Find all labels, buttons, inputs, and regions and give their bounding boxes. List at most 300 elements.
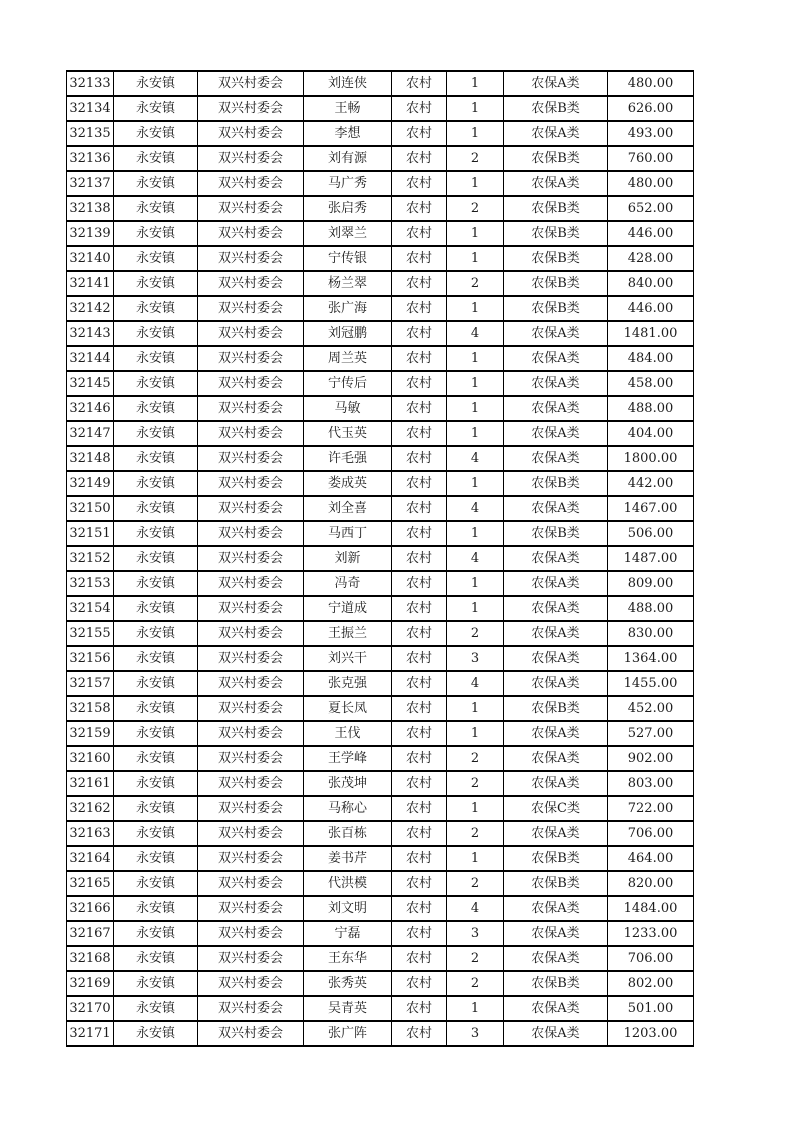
cell-person-count: 1 [447, 296, 504, 321]
cell-residence-type: 农村 [392, 771, 447, 796]
cell-insurance-category: 农保A类 [504, 621, 608, 646]
cell-person-name: 代玉英 [304, 421, 392, 446]
cell-residence-type: 农村 [392, 871, 447, 896]
cell-serial-number: 32150 [67, 496, 114, 521]
cell-amount: 464.00 [608, 846, 694, 871]
cell-amount: 1233.00 [608, 921, 694, 946]
cell-amount: 1484.00 [608, 896, 694, 921]
cell-person-count: 1 [447, 521, 504, 546]
cell-town: 永安镇 [114, 696, 198, 721]
cell-insurance-category: 农保C类 [504, 796, 608, 821]
cell-residence-type: 农村 [392, 471, 447, 496]
cell-residence-type: 农村 [392, 396, 447, 421]
cell-serial-number: 32133 [67, 71, 114, 96]
cell-village-committee: 双兴村委会 [198, 471, 304, 496]
cell-town: 永安镇 [114, 996, 198, 1021]
cell-town: 永安镇 [114, 296, 198, 321]
cell-person-name: 刘新 [304, 546, 392, 571]
cell-serial-number: 32169 [67, 971, 114, 996]
cell-village-committee: 双兴村委会 [198, 996, 304, 1021]
cell-town: 永安镇 [114, 321, 198, 346]
cell-insurance-category: 农保B类 [504, 221, 608, 246]
table-row [67, 446, 694, 471]
cell-person-count: 1 [447, 71, 504, 96]
cell-person-count: 4 [447, 896, 504, 921]
cell-serial-number: 32157 [67, 671, 114, 696]
cell-town: 永安镇 [114, 246, 198, 271]
cell-residence-type: 农村 [392, 346, 447, 371]
cell-town: 永安镇 [114, 621, 198, 646]
cell-person-name: 马敏 [304, 396, 392, 421]
cell-person-count: 1 [447, 121, 504, 146]
cell-person-count: 4 [447, 446, 504, 471]
cell-village-committee: 双兴村委会 [198, 246, 304, 271]
cell-person-name: 周兰英 [304, 346, 392, 371]
cell-person-name: 代洪模 [304, 871, 392, 896]
cell-town: 永安镇 [114, 846, 198, 871]
cell-amount: 428.00 [608, 246, 694, 271]
cell-village-committee: 双兴村委会 [198, 371, 304, 396]
cell-person-count: 1 [447, 96, 504, 121]
cell-residence-type: 农村 [392, 696, 447, 721]
cell-town: 永安镇 [114, 121, 198, 146]
cell-town: 永安镇 [114, 871, 198, 896]
cell-residence-type: 农村 [392, 996, 447, 1021]
cell-residence-type: 农村 [392, 796, 447, 821]
cell-serial-number: 32167 [67, 921, 114, 946]
cell-residence-type: 农村 [392, 196, 447, 221]
cell-insurance-category: 农保B类 [504, 846, 608, 871]
cell-amount: 760.00 [608, 146, 694, 171]
cell-serial-number: 32164 [67, 846, 114, 871]
cell-person-count: 2 [447, 821, 504, 846]
cell-person-count: 1 [447, 721, 504, 746]
cell-village-committee: 双兴村委会 [198, 571, 304, 596]
cell-person-name: 王东华 [304, 946, 392, 971]
cell-village-committee: 双兴村委会 [198, 746, 304, 771]
cell-town: 永安镇 [114, 671, 198, 696]
cell-amount: 446.00 [608, 221, 694, 246]
cell-town: 永安镇 [114, 771, 198, 796]
cell-residence-type: 农村 [392, 621, 447, 646]
cell-person-name: 娄成英 [304, 471, 392, 496]
cell-residence-type: 农村 [392, 846, 447, 871]
cell-insurance-category: 农保A类 [504, 746, 608, 771]
cell-person-count: 1 [447, 371, 504, 396]
cell-amount: 802.00 [608, 971, 694, 996]
cell-amount: 1487.00 [608, 546, 694, 571]
cell-amount: 488.00 [608, 396, 694, 421]
table-row [67, 346, 694, 371]
cell-serial-number: 32139 [67, 221, 114, 246]
cell-insurance-category: 农保A类 [504, 446, 608, 471]
cell-insurance-category: 农保A类 [504, 1021, 608, 1046]
cell-person-name: 刘文明 [304, 896, 392, 921]
cell-town: 永安镇 [114, 546, 198, 571]
table-row [67, 296, 694, 321]
table-row [67, 521, 694, 546]
cell-person-count: 1 [447, 221, 504, 246]
table-row [67, 371, 694, 396]
table-row [67, 896, 694, 921]
cell-residence-type: 农村 [392, 971, 447, 996]
cell-person-name: 宁道成 [304, 596, 392, 621]
cell-serial-number: 32151 [67, 521, 114, 546]
cell-insurance-category: 农保B类 [504, 271, 608, 296]
cell-person-count: 2 [447, 771, 504, 796]
cell-person-count: 1 [447, 596, 504, 621]
cell-insurance-category: 农保B类 [504, 246, 608, 271]
cell-village-committee: 双兴村委会 [198, 946, 304, 971]
cell-serial-number: 32160 [67, 746, 114, 771]
cell-town: 永安镇 [114, 896, 198, 921]
cell-amount: 1481.00 [608, 321, 694, 346]
cell-person-name: 马广秀 [304, 171, 392, 196]
cell-person-count: 3 [447, 1021, 504, 1046]
cell-residence-type: 农村 [392, 1021, 447, 1046]
cell-residence-type: 农村 [392, 646, 447, 671]
table-row [67, 496, 694, 521]
table-row [67, 221, 694, 246]
cell-residence-type: 农村 [392, 171, 447, 196]
cell-person-count: 2 [447, 871, 504, 896]
cell-amount: 1455.00 [608, 671, 694, 696]
cell-amount: 803.00 [608, 771, 694, 796]
cell-person-name: 夏长凤 [304, 696, 392, 721]
cell-person-name: 李想 [304, 121, 392, 146]
cell-village-committee: 双兴村委会 [198, 496, 304, 521]
cell-person-count: 4 [447, 671, 504, 696]
cell-town: 永安镇 [114, 571, 198, 596]
table-row [67, 321, 694, 346]
cell-residence-type: 农村 [392, 896, 447, 921]
cell-serial-number: 32136 [67, 146, 114, 171]
cell-person-name: 张广海 [304, 296, 392, 321]
cell-insurance-category: 农保A类 [504, 896, 608, 921]
cell-person-name: 刘冠鹏 [304, 321, 392, 346]
cell-serial-number: 32149 [67, 471, 114, 496]
cell-person-count: 1 [447, 846, 504, 871]
cell-village-committee: 双兴村委会 [198, 896, 304, 921]
cell-residence-type: 农村 [392, 96, 447, 121]
cell-village-committee: 双兴村委会 [198, 221, 304, 246]
cell-amount: 626.00 [608, 96, 694, 121]
cell-serial-number: 32158 [67, 696, 114, 721]
cell-insurance-category: 农保A类 [504, 121, 608, 146]
cell-serial-number: 32171 [67, 1021, 114, 1046]
cell-person-count: 2 [447, 621, 504, 646]
cell-serial-number: 32162 [67, 796, 114, 821]
table-row [67, 746, 694, 771]
cell-person-name: 张克强 [304, 671, 392, 696]
cell-person-count: 1 [447, 396, 504, 421]
roster-body [67, 71, 694, 1046]
cell-serial-number: 32135 [67, 121, 114, 146]
cell-serial-number: 32145 [67, 371, 114, 396]
cell-serial-number: 32134 [67, 96, 114, 121]
cell-person-count: 1 [447, 471, 504, 496]
cell-amount: 820.00 [608, 871, 694, 896]
cell-residence-type: 农村 [392, 371, 447, 396]
cell-town: 永安镇 [114, 946, 198, 971]
cell-person-name: 刘翠兰 [304, 221, 392, 246]
cell-village-committee: 双兴村委会 [198, 621, 304, 646]
table-row [67, 546, 694, 571]
cell-town: 永安镇 [114, 71, 198, 96]
cell-person-name: 宁磊 [304, 921, 392, 946]
cell-person-count: 3 [447, 646, 504, 671]
cell-person-name: 杨兰翠 [304, 271, 392, 296]
cell-serial-number: 32152 [67, 546, 114, 571]
cell-town: 永安镇 [114, 796, 198, 821]
cell-serial-number: 32156 [67, 646, 114, 671]
cell-amount: 722.00 [608, 796, 694, 821]
cell-amount: 493.00 [608, 121, 694, 146]
cell-residence-type: 农村 [392, 321, 447, 346]
cell-person-name: 王伐 [304, 721, 392, 746]
cell-insurance-category: 农保A类 [504, 646, 608, 671]
cell-insurance-category: 农保A类 [504, 946, 608, 971]
cell-residence-type: 农村 [392, 946, 447, 971]
table-row [67, 121, 694, 146]
table-row [67, 846, 694, 871]
cell-person-count: 2 [447, 946, 504, 971]
cell-village-committee: 双兴村委会 [198, 396, 304, 421]
cell-town: 永安镇 [114, 1021, 198, 1046]
cell-insurance-category: 农保A类 [504, 921, 608, 946]
cell-serial-number: 32163 [67, 821, 114, 846]
cell-residence-type: 农村 [392, 521, 447, 546]
cell-insurance-category: 农保A类 [504, 721, 608, 746]
table-row [67, 471, 694, 496]
cell-town: 永安镇 [114, 496, 198, 521]
cell-town: 永安镇 [114, 346, 198, 371]
cell-amount: 902.00 [608, 746, 694, 771]
cell-person-name: 许毛强 [304, 446, 392, 471]
cell-town: 永安镇 [114, 821, 198, 846]
cell-person-count: 2 [447, 971, 504, 996]
cell-person-count: 1 [447, 571, 504, 596]
cell-amount: 452.00 [608, 696, 694, 721]
table-row [67, 146, 694, 171]
cell-village-committee: 双兴村委会 [198, 871, 304, 896]
cell-amount: 501.00 [608, 996, 694, 1021]
cell-person-name: 马称心 [304, 796, 392, 821]
cell-insurance-category: 农保A类 [504, 546, 608, 571]
cell-person-count: 1 [447, 346, 504, 371]
cell-person-name: 王畅 [304, 96, 392, 121]
roster-table [66, 70, 694, 1047]
table-row [67, 871, 694, 896]
cell-person-name: 张百栋 [304, 821, 392, 846]
cell-amount: 488.00 [608, 596, 694, 621]
cell-village-committee: 双兴村委会 [198, 96, 304, 121]
cell-insurance-category: 农保A类 [504, 596, 608, 621]
cell-residence-type: 农村 [392, 221, 447, 246]
cell-person-name: 姜书芹 [304, 846, 392, 871]
cell-village-committee: 双兴村委会 [198, 721, 304, 746]
cell-insurance-category: 农保A类 [504, 421, 608, 446]
cell-person-name: 冯奇 [304, 571, 392, 596]
cell-person-name: 张启秀 [304, 196, 392, 221]
cell-residence-type: 农村 [392, 721, 447, 746]
cell-village-committee: 双兴村委会 [198, 546, 304, 571]
cell-village-committee: 双兴村委会 [198, 821, 304, 846]
cell-residence-type: 农村 [392, 746, 447, 771]
cell-residence-type: 农村 [392, 271, 447, 296]
cell-town: 永安镇 [114, 396, 198, 421]
cell-village-committee: 双兴村委会 [198, 1021, 304, 1046]
cell-residence-type: 农村 [392, 146, 447, 171]
table-row [67, 1021, 694, 1046]
cell-serial-number: 32159 [67, 721, 114, 746]
cell-insurance-category: 农保A类 [504, 671, 608, 696]
table-row [67, 921, 694, 946]
cell-person-count: 2 [447, 196, 504, 221]
cell-amount: 1364.00 [608, 646, 694, 671]
cell-insurance-category: 农保A类 [504, 771, 608, 796]
cell-village-committee: 双兴村委会 [198, 346, 304, 371]
cell-serial-number: 32168 [67, 946, 114, 971]
cell-amount: 484.00 [608, 346, 694, 371]
cell-village-committee: 双兴村委会 [198, 321, 304, 346]
cell-person-name: 刘全喜 [304, 496, 392, 521]
cell-amount: 442.00 [608, 471, 694, 496]
cell-person-count: 1 [447, 996, 504, 1021]
table-row [67, 696, 694, 721]
cell-village-committee: 双兴村委会 [198, 271, 304, 296]
cell-village-committee: 双兴村委会 [198, 171, 304, 196]
cell-village-committee: 双兴村委会 [198, 671, 304, 696]
cell-amount: 480.00 [608, 71, 694, 96]
cell-insurance-category: 农保B类 [504, 471, 608, 496]
cell-amount: 404.00 [608, 421, 694, 446]
cell-amount: 458.00 [608, 371, 694, 396]
cell-residence-type: 农村 [392, 121, 447, 146]
cell-amount: 527.00 [608, 721, 694, 746]
cell-person-count: 3 [447, 921, 504, 946]
cell-town: 永安镇 [114, 271, 198, 296]
cell-serial-number: 32153 [67, 571, 114, 596]
cell-town: 永安镇 [114, 971, 198, 996]
cell-village-committee: 双兴村委会 [198, 146, 304, 171]
cell-amount: 1467.00 [608, 496, 694, 521]
cell-village-committee: 双兴村委会 [198, 521, 304, 546]
cell-insurance-category: 农保B类 [504, 971, 608, 996]
cell-village-committee: 双兴村委会 [198, 446, 304, 471]
table-row [67, 246, 694, 271]
cell-serial-number: 32155 [67, 621, 114, 646]
cell-person-name: 刘连侠 [304, 71, 392, 96]
cell-town: 永安镇 [114, 471, 198, 496]
cell-town: 永安镇 [114, 521, 198, 546]
cell-residence-type: 农村 [392, 671, 447, 696]
cell-insurance-category: 农保A类 [504, 996, 608, 1021]
cell-serial-number: 32143 [67, 321, 114, 346]
cell-village-committee: 双兴村委会 [198, 596, 304, 621]
cell-town: 永安镇 [114, 921, 198, 946]
cell-person-name: 刘兴干 [304, 646, 392, 671]
cell-person-count: 2 [447, 746, 504, 771]
cell-amount: 809.00 [608, 571, 694, 596]
cell-town: 永安镇 [114, 196, 198, 221]
table-row [67, 621, 694, 646]
cell-residence-type: 农村 [392, 571, 447, 596]
cell-person-count: 1 [447, 246, 504, 271]
cell-person-name: 吴青英 [304, 996, 392, 1021]
cell-village-committee: 双兴村委会 [198, 921, 304, 946]
cell-insurance-category: 农保B类 [504, 871, 608, 896]
cell-person-name: 张秀英 [304, 971, 392, 996]
cell-person-name: 王振兰 [304, 621, 392, 646]
cell-serial-number: 32147 [67, 421, 114, 446]
table-row [67, 396, 694, 421]
cell-residence-type: 农村 [392, 921, 447, 946]
cell-residence-type: 农村 [392, 546, 447, 571]
cell-town: 永安镇 [114, 421, 198, 446]
cell-residence-type: 农村 [392, 296, 447, 321]
table-row [67, 646, 694, 671]
cell-person-name: 张茂坤 [304, 771, 392, 796]
table-row [67, 171, 694, 196]
cell-person-name: 宁传银 [304, 246, 392, 271]
cell-town: 永安镇 [114, 171, 198, 196]
cell-person-count: 4 [447, 546, 504, 571]
table-row [67, 596, 694, 621]
cell-insurance-category: 农保A类 [504, 821, 608, 846]
table-row [67, 946, 694, 971]
cell-village-committee: 双兴村委会 [198, 646, 304, 671]
cell-village-committee: 双兴村委会 [198, 71, 304, 96]
cell-amount: 446.00 [608, 296, 694, 321]
cell-amount: 652.00 [608, 196, 694, 221]
cell-village-committee: 双兴村委会 [198, 196, 304, 221]
cell-village-committee: 双兴村委会 [198, 696, 304, 721]
table-row [67, 796, 694, 821]
cell-serial-number: 32142 [67, 296, 114, 321]
cell-amount: 480.00 [608, 171, 694, 196]
table-row [67, 196, 694, 221]
cell-serial-number: 32166 [67, 896, 114, 921]
cell-village-committee: 双兴村委会 [198, 421, 304, 446]
cell-person-count: 1 [447, 171, 504, 196]
cell-insurance-category: 农保A类 [504, 321, 608, 346]
cell-serial-number: 32165 [67, 871, 114, 896]
cell-person-count: 1 [447, 796, 504, 821]
cell-person-name: 王学峰 [304, 746, 392, 771]
cell-town: 永安镇 [114, 646, 198, 671]
table-row [67, 671, 694, 696]
cell-insurance-category: 农保A类 [504, 571, 608, 596]
cell-insurance-category: 农保B类 [504, 696, 608, 721]
cell-village-committee: 双兴村委会 [198, 296, 304, 321]
cell-residence-type: 农村 [392, 421, 447, 446]
cell-residence-type: 农村 [392, 446, 447, 471]
cell-insurance-category: 农保A类 [504, 346, 608, 371]
cell-serial-number: 32144 [67, 346, 114, 371]
cell-residence-type: 农村 [392, 246, 447, 271]
cell-serial-number: 32140 [67, 246, 114, 271]
cell-person-name: 张广阵 [304, 1021, 392, 1046]
table-row [67, 721, 694, 746]
cell-village-committee: 双兴村委会 [198, 846, 304, 871]
cell-town: 永安镇 [114, 596, 198, 621]
table-row [67, 71, 694, 96]
cell-town: 永安镇 [114, 446, 198, 471]
cell-insurance-category: 农保A类 [504, 171, 608, 196]
cell-serial-number: 32154 [67, 596, 114, 621]
cell-insurance-category: 农保A类 [504, 496, 608, 521]
